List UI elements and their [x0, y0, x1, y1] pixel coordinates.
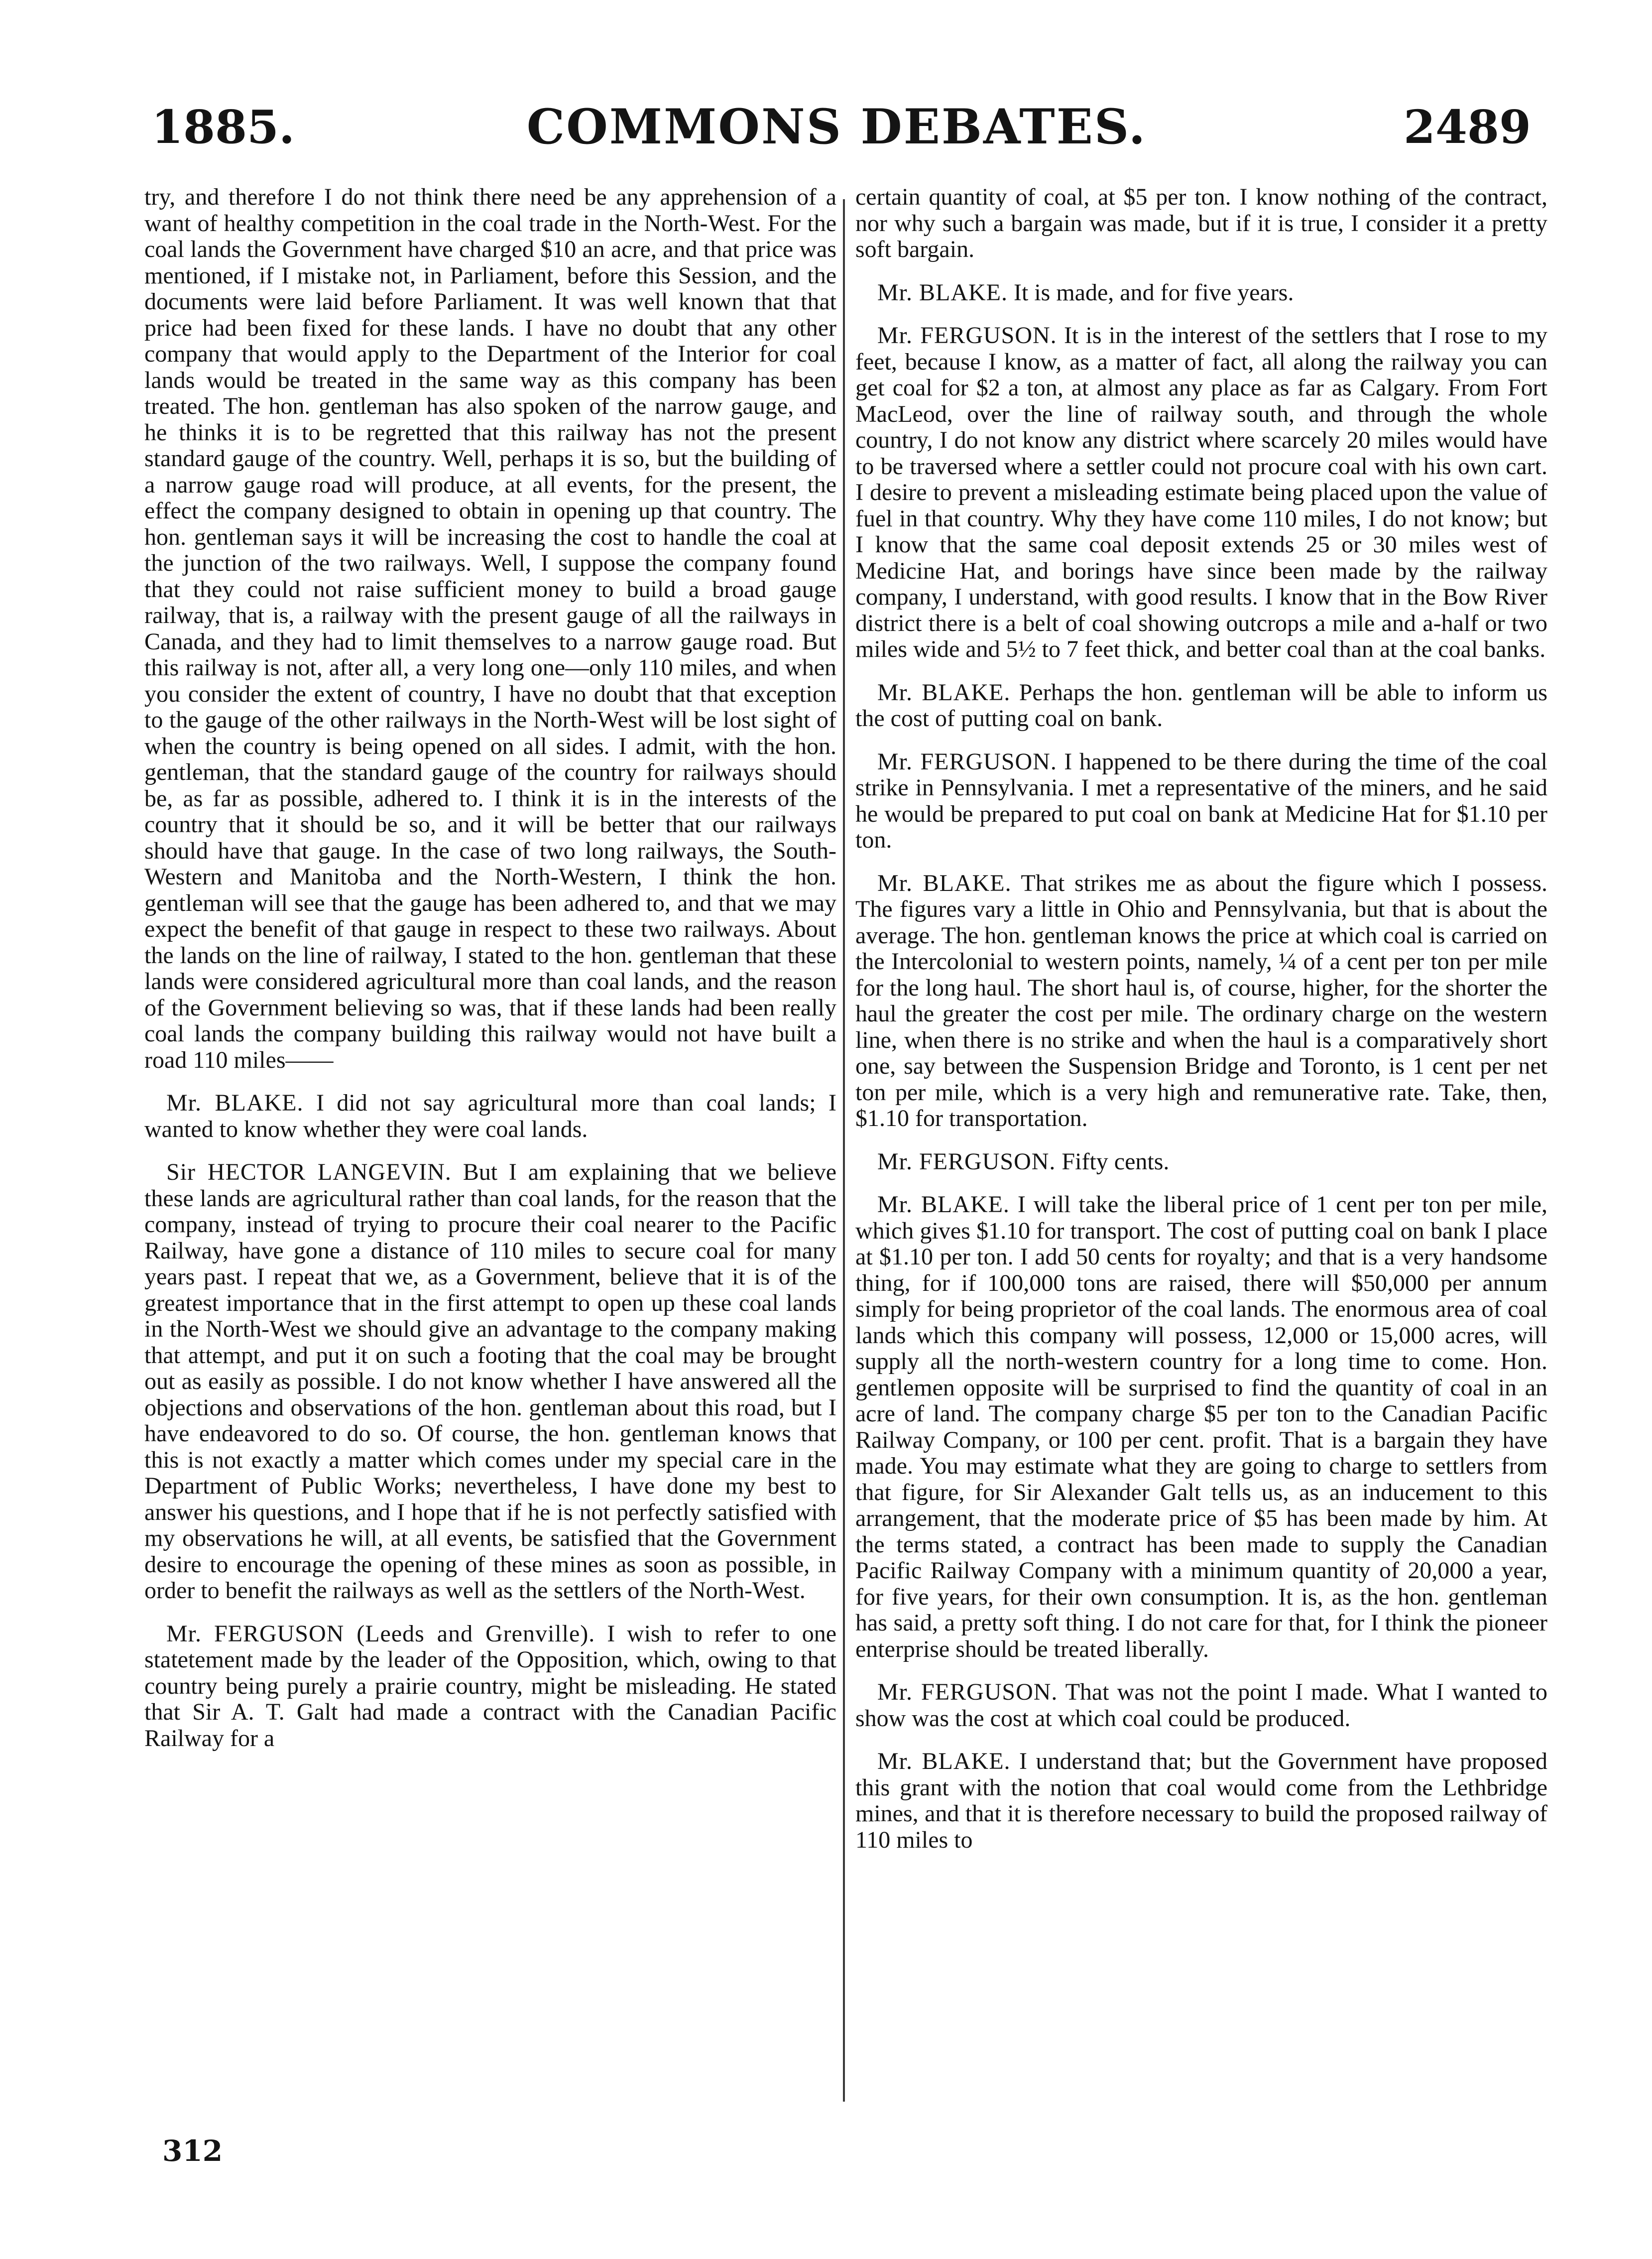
right-column [855, 184, 1547, 2127]
paragraph-text: Fifty cents. [1062, 1148, 1170, 1175]
speaker-name: Mr. BLAKE. [877, 870, 1012, 896]
paragraph-text: But I am explaining that we believe these lands are agricultural rather than coal lands, for the reason that the company, instead of trying to procure their coal nearer to the Pacific Railway, have gone a distance of 110 miles to secure coal for many years past. I repeat that we, as a Government, believe that it is of the greatest importance that in the first attempt to open up these coal lands in the North-West we should give an advantage to the company making that attempt, and put it on such a footing that the coal may be brought out as easily as possible. I do not know whether I have answered all the objections and observations of the hon. gentleman about this road, but I have endeavored to do so. Of course, the hon. gentleman knows that this is not exactly a matter which comes under my special care in the Department of Public Works; nevertheless, I have done my best to answer his questions, and I hope that if he is not perfectly satisfied with my observations he will, at all events, be satisfied that the Government desire to encourage the opening of these mines as soon as possible, in order to benefit the railways as well as the settlers of the North-West. [144, 1159, 836, 1604]
paragraph-text: I wish to refer to one statetement made by the leader of the Opposition, which, owing to that country being purely a prairie country, might be misleading. He stated that Sir A. T. Galt had made a contract with the Canadian Pacific Railway for a [144, 1620, 836, 1752]
header-page-number: 2489 [1403, 100, 1531, 154]
paragraph-text: That was not the point I made. What I wanted to show was the cost at which coal could be produced. [855, 1679, 1547, 1732]
speaker-name: Mr. FERGUSON. [877, 1679, 1058, 1705]
paragraph-text: certain quantity of coal, at $5 per ton. I know nothing of the contract, nor why such a bargain was made, but if it is true, I consider it a pretty soft bargain. [855, 184, 1547, 262]
paragraph [855, 1192, 1547, 1662]
paragraph [855, 1149, 1547, 1175]
paragraph [855, 871, 1547, 1132]
header-year: 1885. [151, 100, 295, 154]
left-column [144, 184, 836, 2127]
paragraph-text: That strikes me as about the figure which I possess. The figures vary a little in Ohio and Pennsylvania, but that is about the average. The hon. gentleman knows the price at which coal is carried on the Intercolonial to western points, namely, ¼ of a cent per ton per mile for the long haul. The short haul is, of course, higher, for the shorter the haul the greater the cost per mile. The ordinary charge on the western line, when there is no strike and when the haul is a comparatively short one, say between the Suspension Bridge and Toronto, is 1 cent per net ton per mile, which is a very high and remunerative rate. Take, then, $1.10 for transportation. [855, 870, 1547, 1131]
speaker-name: Mr. FERGUSON. [877, 1148, 1056, 1175]
paragraph [855, 680, 1547, 732]
speaker-name: Mr. BLAKE. [877, 679, 1011, 706]
paragraph [855, 1749, 1547, 1853]
paragraph-text: It is made, and for five years. [1014, 279, 1294, 306]
paragraph-text: Perhaps the hon. gentleman will be able to inform us the cost of putting coal on bank. [855, 679, 1547, 732]
speaker-name: Mr. FERGUSON (Leeds and Grenville). [166, 1620, 595, 1647]
paragraph-text: I did not say agricultural more than coal lands; I wanted to know whether they were coal lands. [144, 1090, 836, 1142]
header-title: COMMONS DEBATES. [526, 99, 1147, 155]
paragraph [855, 1679, 1547, 1732]
column-divider [843, 199, 845, 2102]
paragraph [855, 323, 1547, 663]
paragraph [144, 1159, 836, 1604]
paragraph [144, 1621, 836, 1752]
speaker-name: Mr. BLAKE. [166, 1090, 304, 1116]
paragraph [855, 184, 1547, 263]
paragraph-text: It is in the interest of the settlers that I rose to my feet, because I know, as a matter of fact, all along the railway you can get coal for $2 a ton, at almost any place as far as Calgary. From Fort MacLeod, over the line of railway south, and through the whole country, I do not know any district where scarcely 20 miles would have to be traversed where a settler could not procure coal with his own cart. I desire to prevent a misleading estimate being placed upon the value of fuel in that country. Why they have come 110 miles, I do not know; but I know that the same coal deposit extends 25 or 30 miles west of Medicine Hat, and borings have since been made by the railway company, I understand, with good results. I know that in the Bow River district there is a belt of coal showing outcrops a mile and a-half or two miles wide and 5½ to 7 feet thick, and better coal than at the coal banks. [855, 322, 1547, 662]
speaker-name: Mr. FERGUSON. [877, 748, 1057, 775]
paragraph-text: I understand that; but the Government have proposed this grant with the notion that coal would come from the Lethbridge mines, and that it is therefore necessary to build the proposed railway of 110 miles to [855, 1748, 1547, 1853]
signature-mark: 312 [162, 2134, 223, 2168]
speaker-name: Mr. BLAKE. [877, 1191, 1010, 1218]
paragraph-text: I will take the liberal price of 1 cent per ton per mile, which gives $1.10 for transport. The cost of putting coal on bank I place at $1.10 per ton. I add 50 cents for royalty; and that is a very handsome thing, for if 100,000 tons are raised, there will $50,000 per annum simply for being proprietor of the coal lands. The enormous area of coal lands which this company will possess, 12,000 or 15,000 acres, will supply all the north-western country for a long time to come. Hon. gentlemen opposite will be surprised to find the quantity of coal in an acre of land. The company charge $5 per ton to the Canadian Pacific Railway Company, or 100 per cent. profit. That is a bargain they have made. You may estimate what they are going to charge to settlers from that figure, for Sir Alexander Galt tells us, as an inducement to this arrangement, that the moderate price of $5 has been made by him. At the terms stated, a contract has been made to supply the Canadian Pacific Railway Company with a minimum quantity of 20,000 a year, for five years, for their own consumption. It is, as the hon. gentleman has said, a pretty soft thing. I do not care for that, for I think the pioneer enterprise should be treated liberally. [855, 1191, 1547, 1662]
paragraph-text: try, and therefore I do not think there need be any apprehension of a want of healthy competition in the coal trade in the North-West. For the coal lands the Government have charged $10 an acre, and that price was mentioned, if I mistake not, in Parliament, before this Session, and the documents were laid before Parliament. It was well known that that price had been fixed for these lands. I have no doubt that any other company that would apply to the Department of the Interior for coal lands would be treated in the same way as this company has been treated. The hon. gentleman has also spoken of the narrow gauge, and he thinks it is to be regretted that this railway has not the present standard gauge of the country. Well, perhaps it is so, but the building of a narrow gauge road will produce, at all events, for the present, the effect the company designed to obtain in opening up that country. The hon. gentleman says it will be increasing the cost to handle the coal at the junction of the two railways. Well, I suppose the company found that they could not raise sufficient money to build a broad gauge railway, that is, a railway with the present gauge of all the railways in Canada, and they had to limit themselves to a narrow gauge road. But this railway is not, after all, a very long one—only 110 miles, and when you consider the extent of country, I have no doubt that that exception to the gauge of the other railways in the North-West will be lost sight of when the country is being opened on all sides. I admit, with the hon. gentleman, that the standard gauge of the country for railways should be, as far as possible, adhered to. I think it is in the interests of the country that it should be so, and it will be better that our railways should have that gauge. In the case of two long railways, the South-Western and Manitoba and the North-Western, I think the hon. gentleman will see that the gauge has been adhered to, and that we may expect the benefit of that gauge in respect to these two railways. About the lands on the line of railway, I stated to the hon. gentleman that these lands were considered agricultural more than coal lands, and the reason of the Government believing so was, that if these lands had been really coal lands the company building this railway would not have built a road 110 miles—— [144, 184, 836, 1073]
paragraph [144, 184, 836, 1073]
paragraph [144, 1090, 836, 1142]
page-header [142, 95, 1531, 169]
paragraph [855, 749, 1547, 854]
paragraph [855, 280, 1547, 306]
speaker-name: Mr. BLAKE. [877, 279, 1008, 306]
speaker-name: Mr. BLAKE. [877, 1748, 1011, 1774]
speaker-name: Mr. FERGUSON. [877, 322, 1057, 349]
paragraph-text: I happened to be there during the time of the coal strike in Pennsylvania. I met a representative of the miners, and he said he would be prepared to put coal on bank at Medicine Hat for $1.10 per ton. [855, 748, 1547, 853]
speaker-name: Sir HECTOR LANGEVIN. [166, 1159, 452, 1185]
